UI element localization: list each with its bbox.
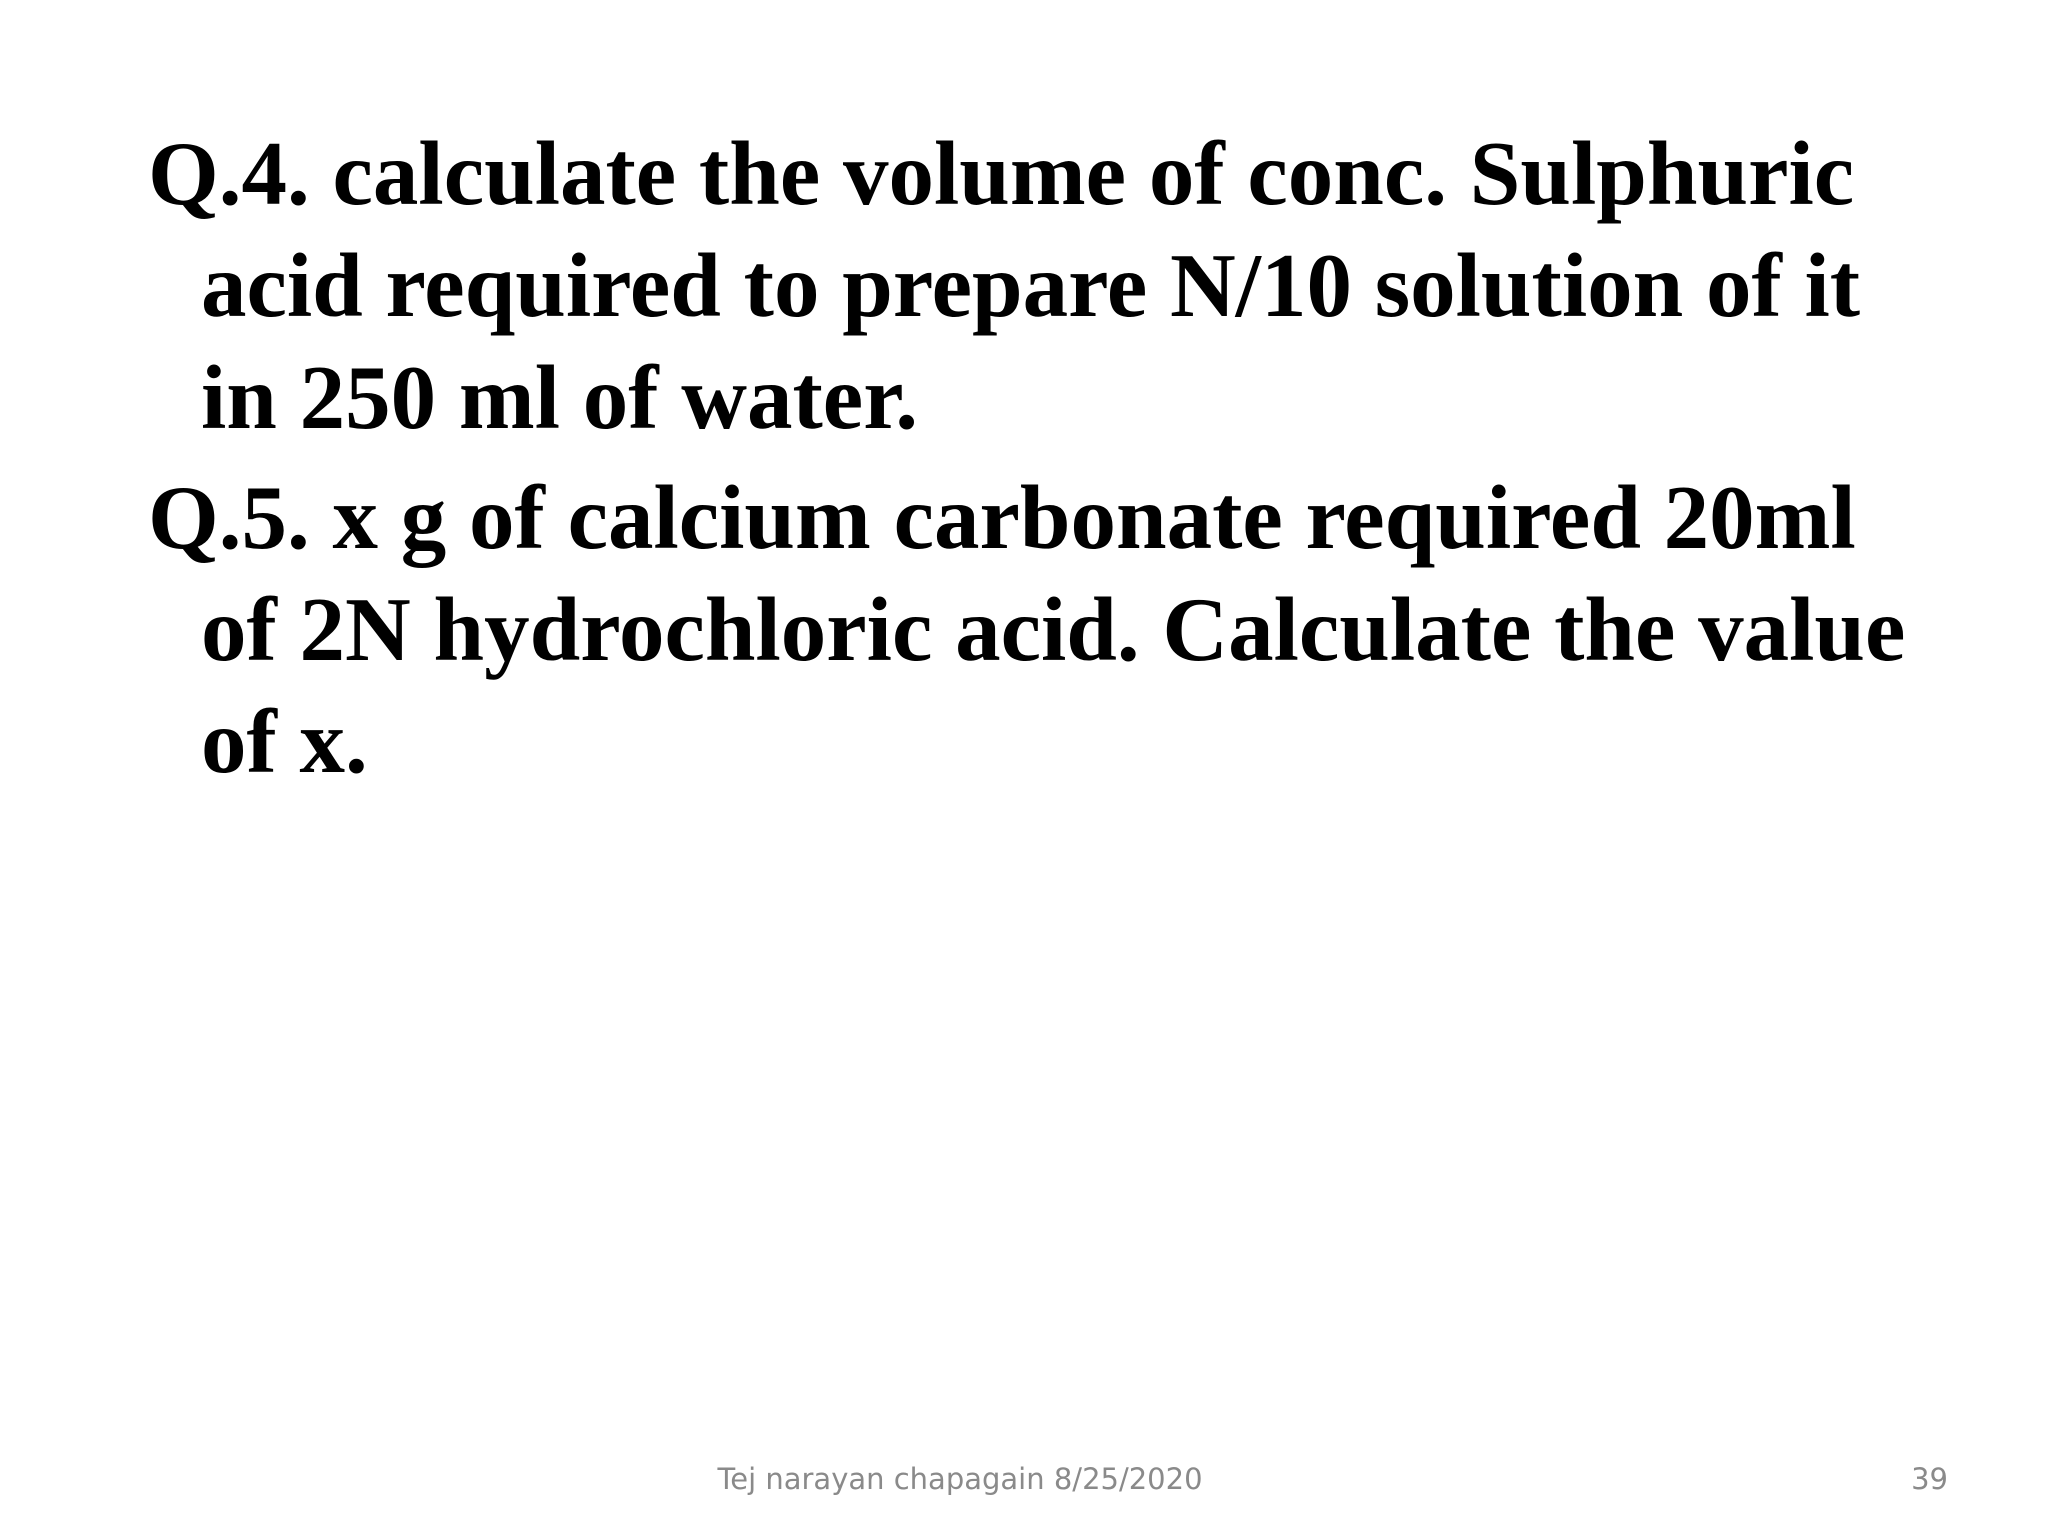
question-4: Q.4. calculate the volume of conc. Sulphuric acid required to prepare N/10 solution of it in 250 ml of water.: [148, 123, 1861, 448]
slide-body: [148, 118, 1948, 806]
slide-number: 39: [1911, 1462, 1948, 1496]
question-5: Q.5. x g of calcium carbonate required 20ml of 2N hydrochloric acid. Calculate the value of x.: [148, 467, 1906, 792]
slide-footer: Tej narayan chapagain 8/25/2020: [717, 1462, 1203, 1496]
